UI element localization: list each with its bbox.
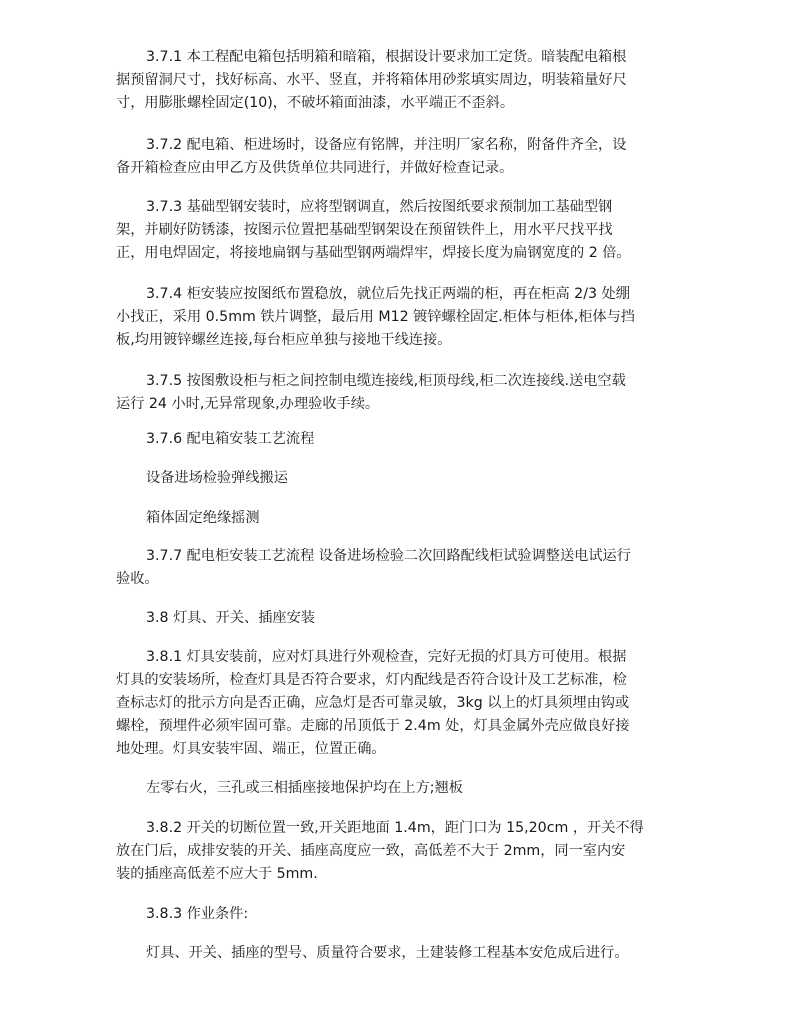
text-line: 3.7.3 基础型钢安装时，应将型钢调直，然后按图纸要求预制加工基础型钢 [146, 199, 613, 215]
text-line: 设备进场检验弹线搬运 [146, 470, 288, 486]
text-line: 放在门后，成排安装的开关、插座高度应一致，高低差不大于 2mm，同一室内安 [116, 843, 626, 859]
text-line: 3.8.1 灯具安装前，应对灯具进行外观检查，完好无损的灯具方可使用。根据 [146, 649, 627, 665]
text-line: 据预留洞尺寸，找好标高、水平、竖直，并将箱体用砂浆填实周边，明装箱量好尺 [116, 72, 627, 88]
text-line: 3.8 灯具、开关、插座安装 [146, 610, 315, 626]
paragraph-3-7-4 [116, 283, 678, 352]
text-line: 3.7.6 配电箱安装工艺流程 [146, 431, 315, 447]
paragraph-3-7-3 [116, 196, 678, 265]
text-line: 运行 24 小时,无异常现象,办理验收手续。 [116, 396, 380, 412]
text-line: 灯具、开关、插座的型号、质量符合要求，土建装修工程基本安危成后进行。 [146, 945, 629, 961]
text-line: 查标志灯的批示方向是否正确，应急灯是否可靠灵敏，3kg 以上的灯具须埋由钩或 [116, 695, 630, 711]
text-line: 寸，用膨胀螺栓固定(10)，不破坏箱面油漆，水平端正不歪斜。 [116, 95, 515, 111]
paragraph-3-8-3 [116, 903, 678, 926]
paragraph-flow-1 [116, 467, 678, 490]
text-line: 3.7.4 柜安装应按图纸布置稳放，就位后先找正两端的柜，再在柜高 2/3 处绷 [146, 286, 630, 302]
paragraph-left-zero [116, 777, 678, 800]
text-line: 灯具的安装场所，检查灯具是否符合要求，灯内配线是否符合设计及工艺标准，检 [116, 672, 627, 688]
text-line: 左零右火，三孔或三相插座接地保护均在上方;翘板 [146, 780, 463, 796]
text-line: 3.7.2 配电箱、柜进场时，设备应有铭牌，并注明厂家名称，附备件齐全，设 [146, 137, 627, 153]
text-line: 3.8.2 开关的切断位置一致,开关距地面 1.4m，距门口为 15,20cm ，开关不得 [146, 820, 644, 836]
paragraph-conditions [116, 942, 678, 965]
paragraph-3-8-1 [116, 646, 678, 761]
text-line: 备开箱检查应由甲乙方及供货单位共同进行，并做好检查记录。 [116, 160, 514, 176]
text-line: 架，并刷好防锈漆，按图示位置把基础型钢架设在预留铁件上，用水平尺找平找 [116, 222, 613, 238]
text-line: 3.8.3 作业条件: [146, 906, 249, 922]
paragraph-3-7-2 [116, 134, 678, 180]
text-line: 正，用电焊固定，将接地扁钢与基础型钢两端焊牢，焊接长度为扁钢宽度的 2 倍。 [116, 245, 631, 261]
section-heading-3-8 [116, 607, 678, 630]
text-line: 地处理。灯具安装牢固、端正，位置正确。 [116, 741, 386, 757]
paragraph-3-7-6 [116, 428, 678, 451]
text-line: 螺栓，预埋件必须牢固可靠。走廊的吊顶低于 2.4m 处，灯具金属外壳应做良好接 [116, 718, 630, 734]
text-line: 装的插座高低差不应大于 5mm. [116, 866, 318, 882]
paragraph-3-7-5 [116, 370, 678, 416]
paragraph-3-7-7 [116, 545, 678, 591]
text-line: 3.7.7 配电柜安装工艺流程 设备进场检验二次回路配线柜试验调整送电试运行 [146, 548, 631, 564]
text-line: 3.7.1 本工程配电箱包括明箱和暗箱，根据设计要求加工定货。暗装配电箱根 [146, 49, 627, 65]
text-line: 小找正，采用 0.5mm 铁片调整，最后用 M12 镀锌螺栓固定.柜体与柜体,柜体与挡 [116, 309, 635, 325]
paragraph-flow-2 [116, 507, 678, 530]
paragraph-3-8-2 [116, 817, 678, 886]
text-line: 箱体固定绝缘摇测 [146, 510, 260, 526]
paragraph-3-7-1 [116, 46, 678, 115]
text-line: 验收。 [116, 571, 159, 587]
text-line: 板,均用镀锌螺丝连接,每台柜应单独与接地干线连接。 [116, 332, 452, 348]
text-line: 3.7.5 按图敷设柜与柜之间控制电缆连接线,柜顶母线,柜二次连接线.送电空载 [146, 373, 626, 389]
